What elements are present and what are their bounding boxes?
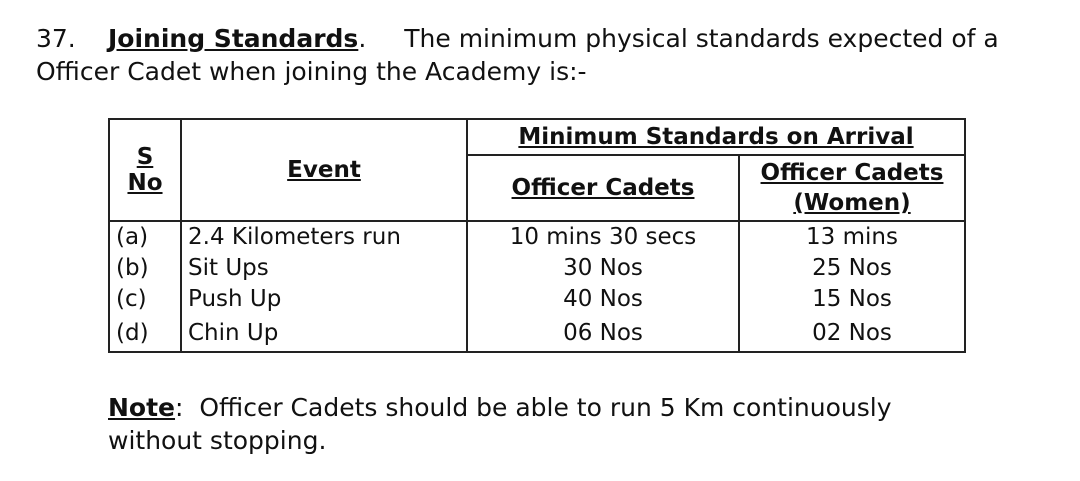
header-min-standards: Minimum Standards on Arrival (467, 119, 965, 155)
header-event: Event (181, 119, 467, 221)
officer-cadets-women-cell: 13 mins (739, 221, 965, 253)
table-row (109, 253, 965, 284)
header-officer-cadets-women: Officer Cadets (Women) (739, 155, 965, 221)
table-row (109, 221, 965, 253)
sno-cell: (a) (109, 221, 181, 253)
event-cell: 2.4 Kilometers run (181, 221, 467, 253)
officer-cadets-women-cell: 02 Nos (739, 315, 965, 352)
note (108, 391, 978, 457)
officer-cadets-cell: 30 Nos (467, 253, 739, 284)
event-cell: Sit Ups (181, 253, 467, 284)
note-label: Note (108, 393, 176, 422)
officer-cadets-women-cell: 15 Nos (739, 284, 965, 315)
paragraph-number: 37. (36, 24, 76, 53)
header-sno (109, 119, 181, 221)
header-sno-no: No (127, 170, 163, 196)
officer-cadets-cell: 40 Nos (467, 284, 739, 315)
table-row (109, 284, 965, 315)
heading-period: . (358, 24, 367, 53)
paragraph-heading: Joining Standards (108, 24, 359, 53)
header-officer-cadets: Officer Cadets (467, 155, 739, 221)
paragraph-37 (36, 22, 1036, 88)
note-text: Officer Cadets should be able to run 5 Km continuously without stopping. (108, 393, 892, 455)
event-cell: Chin Up (181, 315, 467, 352)
officer-cadets-cell: 06 Nos (467, 315, 739, 352)
standards-table (108, 118, 966, 353)
officer-cadets-cell: 10 mins 30 secs (467, 221, 739, 253)
paragraph-text: The minimum physical standards expected of a Officer Cadet when joining the Academy is:- (36, 24, 999, 86)
event-cell: Push Up (181, 284, 467, 315)
header-sno-s: S (136, 144, 154, 170)
note-colon: : (175, 393, 184, 422)
sno-cell: (c) (109, 284, 181, 315)
sno-cell: (d) (109, 315, 181, 352)
sno-cell: (b) (109, 253, 181, 284)
table-row (109, 315, 965, 352)
officer-cadets-women-cell: 25 Nos (739, 253, 965, 284)
